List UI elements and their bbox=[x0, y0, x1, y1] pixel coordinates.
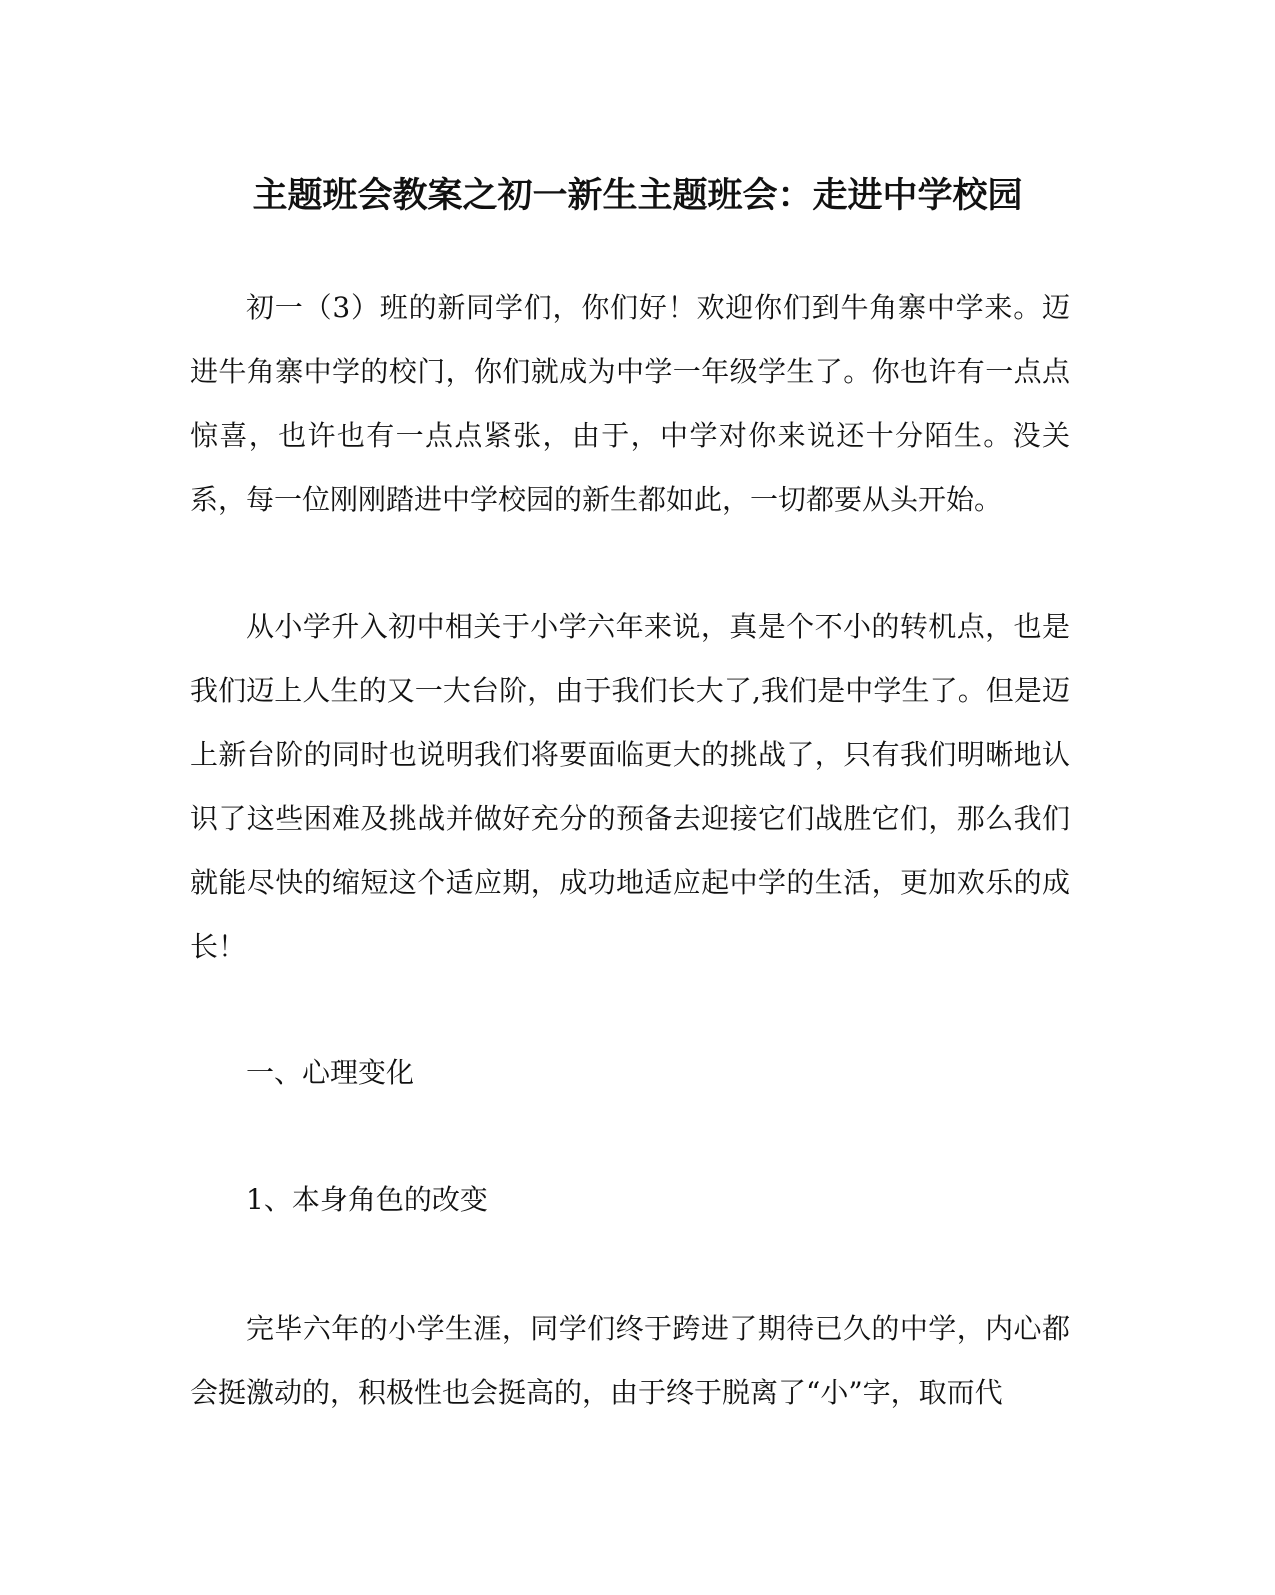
section-heading-psychological-change: 一、心理变化 bbox=[246, 1056, 415, 1089]
paragraph-role-change: 完毕六年的小学生涯，同学们终于跨进了期待已久的中学，内心都会挺激动的，积极性也会挺高的，由于终于脱离了“小”字，取而代 bbox=[190, 1312, 1070, 1409]
paragraph-transition: 从小学升入初中相关于小学六年来说，真是个不小的转机点，也是我们迈上人生的又一大台阶，由于我们长大了,我们是中学生了。但是迈上新台阶的同时也说明我们将要面临更大的挑战了，只有我们明晰地认识了这些困难及挑战并做好充分的预备去迎接它们战胜它们，那么我们就能尽快的缩短这个适应期，成功地适应起中学的生活，更加欢乐的成长！ bbox=[190, 610, 1070, 963]
subsection-heading-role-change: 1、本身角色的改变 bbox=[246, 1183, 488, 1216]
document-title: 主题班会教案之初一新生主题班会：走进中学校园 bbox=[252, 175, 1023, 216]
paragraph-welcome: 初一（3）班的新同学们，你们好！欢迎你们到牛角寨中学来。迈进牛角寨中学的校门，你们就成为中学一年级学生了。你也许有一点点惊喜，也许也有一点点紧张，由于，中学对你来说还十分陌生。没关系，每一位刚刚踏进中学校园的新生都如此，一切都要从头开始。 bbox=[190, 291, 1070, 516]
